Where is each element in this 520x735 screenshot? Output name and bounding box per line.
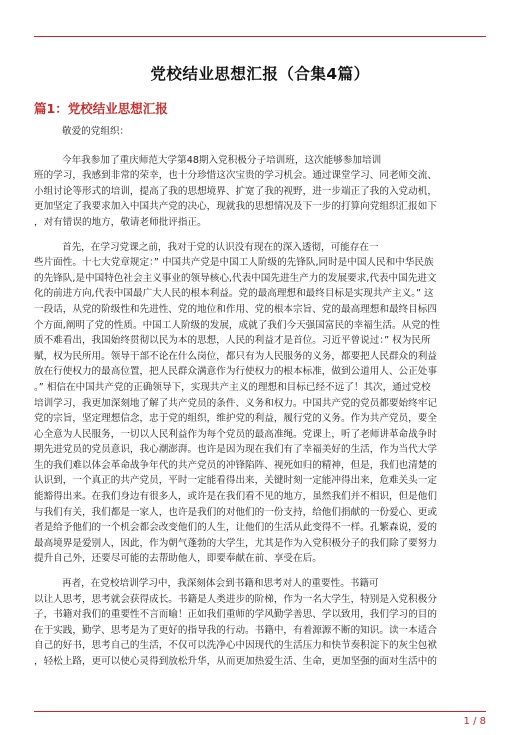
paragraph-line: 再者，在党校培训学习中，我深刻体会到书籍和思考对人的重要性。书籍可 bbox=[62, 578, 379, 590]
paragraph-line: 期先进党员的党员意识，我心潮澎湃。也许是因为现在我们有了幸福美好的生活，作为当代大学 bbox=[34, 444, 437, 456]
paragraph bbox=[34, 240, 486, 567]
paragraph-line: 培训学习，我更加深刻地了解了共产党员的条件、义务和权力。中国共产党的党员都要始终牢记 bbox=[34, 397, 437, 409]
paragraph-line: 提升自己外，还要尽可能的去帮助他人，即要奉献在前、享受在后。 bbox=[34, 553, 322, 565]
paragraph-line: 者是给予他们的一个机会都会改变他们的人生，让他们的生活从此变得不一样。孔繁森说，爱的 bbox=[34, 522, 437, 534]
section-heading: 篇1：党校结业思想汇报 bbox=[34, 101, 168, 116]
paragraph-line: 放在行使权力的最高位置，把人民群众满意作为行使权力的根本标准，做到公道用人、公正处事 bbox=[34, 366, 437, 378]
paragraph-line: 的先锋队,是中国特色社会主义事业的领导核心,代表中国先进生产力的发展要求,代表中国先进文 bbox=[34, 272, 437, 284]
paragraph-line: 班的学习，我感到非常的荣幸，也十分珍惜这次宝贵的学习机会。通过课堂学习、同老师交流、 bbox=[34, 170, 437, 182]
salutation: 敬爱的党组织： bbox=[62, 126, 130, 137]
paragraph-line: 赋，权为民所用。领导干部不论在什么岗位，都只有为人民服务的义务，都要把人民群众的利益 bbox=[34, 350, 437, 362]
header-rule bbox=[34, 36, 486, 37]
paragraph-line: 在于实践，勤学、思考是为了更好的指导我的行动。书籍中，有着源源不断的知识。读一本适合 bbox=[34, 624, 437, 636]
paragraph-line: 首先，在学习党课之前，我对于党的认识没有现在的深入透彻，可能存在一 bbox=[62, 241, 379, 253]
paragraph-line: 质不难看出，我国始终贯彻以民为本的思想，人民的利益才是首位。习近平曾说过：” 权为民所 bbox=[34, 335, 431, 347]
paragraph-line: 化的前进方向,代表中国最广大人民的根本利益。党的最高理想和最终目标是实现共产主义。” 这 bbox=[34, 288, 434, 300]
paragraph-line: 以让人思考，思考就会获得成长。书籍是人类进步的阶梯，作为一名大学生，特别是入党积极分 bbox=[34, 593, 437, 605]
paragraph-line: 与我们有关，我们都是一家人，也许是我们的对他们的一份支持，给他们捐献的一份爱心、更或 bbox=[34, 506, 437, 518]
paragraph-line: 最高境界是爱别人，因此，作为朝气蓬勃的大学生，尤其是作为入党积极分子的我们除了要努力 bbox=[34, 537, 437, 549]
paragraph-line: ，轻松上路，更可以使心灵得到放松升华，从而更加热爱生活、生命，更加坚强的面对生活中的 bbox=[34, 656, 437, 667]
paragraph-line: 认识到，一个真正的共产党员，平时一定能看得出来，关键时刻一定能冲得出来，危难关头一定 bbox=[34, 475, 437, 487]
paragraph-line: 小组讨论等形式的培训，提高了我的思想境界、扩宽了我的视野，进一步端正了我的入党动机， bbox=[34, 185, 437, 197]
paragraph-line: 子，书籍对我们的重要性不言而喻！正如我们重师的学风勤学善思、学以致用，我们学习的目的 bbox=[34, 609, 437, 621]
paragraph-line: 生的我们难以体会革命战争年代的共产党员的冲锋陷阵、视死如归的精神，但是，我们也清楚的 bbox=[34, 459, 437, 471]
paragraph bbox=[34, 153, 486, 231]
paragraph-line: 。” 相信在中国共产党的正确领导下，实现共产主义的理想和目标已经不远了！其次，通过党校 bbox=[34, 381, 431, 393]
paragraph-line: 自己的好书，思考自己的生活，不仅可以洗净心中因现代的生活压力和快节奏积淀下的灰尘包袱 bbox=[34, 640, 437, 652]
document-body bbox=[34, 124, 486, 679]
paragraph-line: 今年我参加了重庆师范大学第48期入党积极分子培训班，这次能够参加培训 bbox=[62, 154, 382, 166]
paragraph-line: 个方面,阐明了党的性质。中国工人阶级的发展，成就了我们今天强国富民的幸福生活。从党的性 bbox=[34, 319, 440, 331]
footer-rule bbox=[34, 711, 486, 712]
document-title: 党校结业思想汇报（合集4篇） bbox=[150, 65, 370, 83]
paragraph bbox=[34, 576, 486, 670]
paragraph-line: 心全意为人民服务，一切以人民利益作为每个党员的最高准绳。党课上，听了老师讲革命战争时 bbox=[34, 428, 437, 440]
paragraph-container bbox=[34, 153, 486, 670]
page-indicator: 1 / 8 bbox=[463, 716, 486, 727]
paragraph-line: 一段话，从党的阶级性和先进性、党的地位和作用、党的根本宗旨、党的最高理想和最终目标四 bbox=[34, 303, 437, 315]
paragraph-line: 些片面性。十七大党章规定：” 中国共产党是中国工人阶级的先锋队,同时是中国人民和中华民族 bbox=[34, 257, 434, 269]
paragraph-line: 更加坚定了我要求加入中国共产党的决心，现就我的思想情况及下一步的打算向党组织汇报如下 bbox=[34, 201, 437, 213]
paragraph-line: 能豁得出来。在我们身边有很多人，或许是在我们看不见的地方，虽然我们并不相识，但是他们 bbox=[34, 491, 437, 503]
paragraph-line: ，对有错误的地方，敬请老师批评指正。 bbox=[34, 216, 207, 228]
paragraph-line: 党的宗旨，坚定理想信念，忠于党的组织，维护党的利益，履行党的义务。作为共产党员，要全 bbox=[34, 413, 437, 425]
